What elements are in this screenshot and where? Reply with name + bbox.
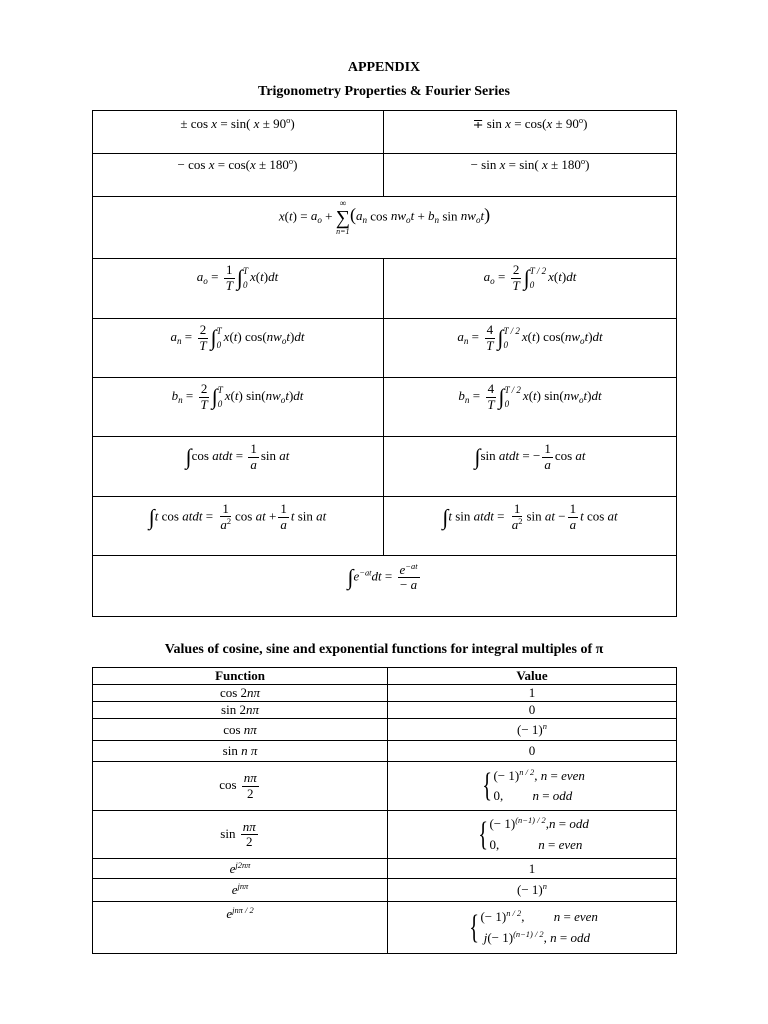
table-cell-value: { (− 1)$^{n / 2}$, n = even 0, n = odd bbox=[388, 762, 677, 811]
table-cell-value: 1 bbox=[388, 859, 677, 879]
table-cell-function: $e^{jn\pi / 2}$ bbox=[93, 902, 388, 954]
table-cell-value: { (− 1)$^{(n-1) / 2}$,n = odd 0, n = even bbox=[388, 811, 677, 859]
values-table bbox=[92, 667, 677, 954]
formula-int-tcos: ∫t cos atdt = $\frac{1}{a^2}$ cos at + $\frac{1}{a}$ t sin at bbox=[148, 500, 327, 533]
formula-a0-half: $a_o$ = $\frac{2}{T}$ ∫ T / 2 0 x(t)dt bbox=[483, 262, 577, 293]
values-table-title: Values of cosine, sine and exponential functions for integral multiples of π bbox=[164, 642, 604, 657]
table-cell-function: cos $\frac{n\pi}{2}$ bbox=[93, 762, 388, 811]
formula-neg-cos: − $\cos x = \cos(x \pm 180^o)$ bbox=[177, 156, 298, 173]
formula-an-half: $a_n$ = $\frac{4}{T}$ ∫ T / 2 0 x(t) $\cos(nw_ot)dt$ bbox=[457, 322, 603, 353]
table-cell-value: 0 bbox=[388, 702, 677, 719]
table-cell-value: (− 1)$^n$ bbox=[388, 719, 677, 741]
formula-a0-full: $a_o$ = $\frac{1}{T}$ ∫ T 0 x(t)dt bbox=[196, 262, 279, 293]
appendix-subheading: Trigonometry Properties & Fourier Series bbox=[258, 84, 510, 99]
formula-fourier-series: $x(t) = a_o$ + ∞ ∑ n=1 ($a_n$ $\cos nw_ot + b_n$ $\sin nw_ot$) bbox=[278, 197, 491, 236]
table-cell-value: 1 bbox=[388, 685, 677, 702]
formula-bn-half: $b_n$ = $\frac{4}{T}$ ∫ T / 2 0 x(t) $\sin(nw_ot)dt$ bbox=[458, 381, 602, 412]
table-cell-function: $e^{j2n\pi}$ bbox=[93, 859, 388, 879]
formula-an-full: $a_n$ = $\frac{2}{T}$ ∫ T 0 x(t) $\cos(nw_ot)dt$ bbox=[170, 322, 305, 353]
formula-int-tsin: ∫t sin atdt = $\frac{1}{a^2}$ sin at − $\frac{1}{a}$ t cos at bbox=[442, 500, 618, 533]
table-cell-function: sin 2nπ bbox=[93, 702, 388, 719]
column-header-value: Value bbox=[388, 668, 677, 685]
formula-int-exp: $\int e^{-at}dt$ = $\frac{e^{-at}}{- a}$ bbox=[347, 560, 418, 593]
table-cell-value: (− 1)$^n$ bbox=[388, 879, 677, 902]
formula-sin-shift: ∓ $\sin x = \cos(x \pm 90^o)$ bbox=[472, 115, 588, 132]
table-row bbox=[93, 702, 677, 719]
table-cell-value: 0 bbox=[388, 741, 677, 762]
table-row bbox=[93, 859, 677, 879]
table-row bbox=[93, 719, 677, 741]
table-row bbox=[93, 685, 677, 702]
table-cell-function: sin $\frac{n\pi}{2}$ bbox=[93, 811, 388, 859]
appendix-heading: APPENDIX bbox=[347, 60, 421, 75]
table-row bbox=[93, 811, 677, 859]
table-row bbox=[93, 762, 677, 811]
table-cell-function: cos nπ bbox=[93, 719, 388, 741]
formula-cos-shift: ± cos x = sin( $x \pm 90^o$) bbox=[180, 115, 295, 132]
formula-neg-sin: − sin x = sin( $x \pm 180^o$) bbox=[470, 156, 590, 173]
table-row bbox=[93, 902, 677, 954]
table-cell-function: $e^{jn\pi}$ bbox=[93, 879, 388, 902]
table-cell-function: cos 2nπ bbox=[93, 685, 388, 702]
table-row bbox=[93, 741, 677, 762]
table-cell-value: { (− 1)$^{n / 2}$, n = even $j(- 1)^{(n-1) / 2}$, n = odd bbox=[388, 902, 677, 954]
formula-bn-full: $b_n$ = $\frac{2}{T}$ ∫ T 0 x(t) $\sin(nw_ot)dt$ bbox=[171, 381, 304, 412]
table-cell-function: sin n π bbox=[93, 741, 388, 762]
values-table-header bbox=[93, 668, 677, 685]
formula-int-sin: ∫sin atdt = − $\frac{1}{a}$ cos at bbox=[474, 441, 586, 472]
formula-int-cos: ∫cos atdt = $\frac{1}{a}$ sin at bbox=[185, 441, 290, 472]
table-row bbox=[93, 879, 677, 902]
column-header-function: Function bbox=[93, 668, 388, 685]
